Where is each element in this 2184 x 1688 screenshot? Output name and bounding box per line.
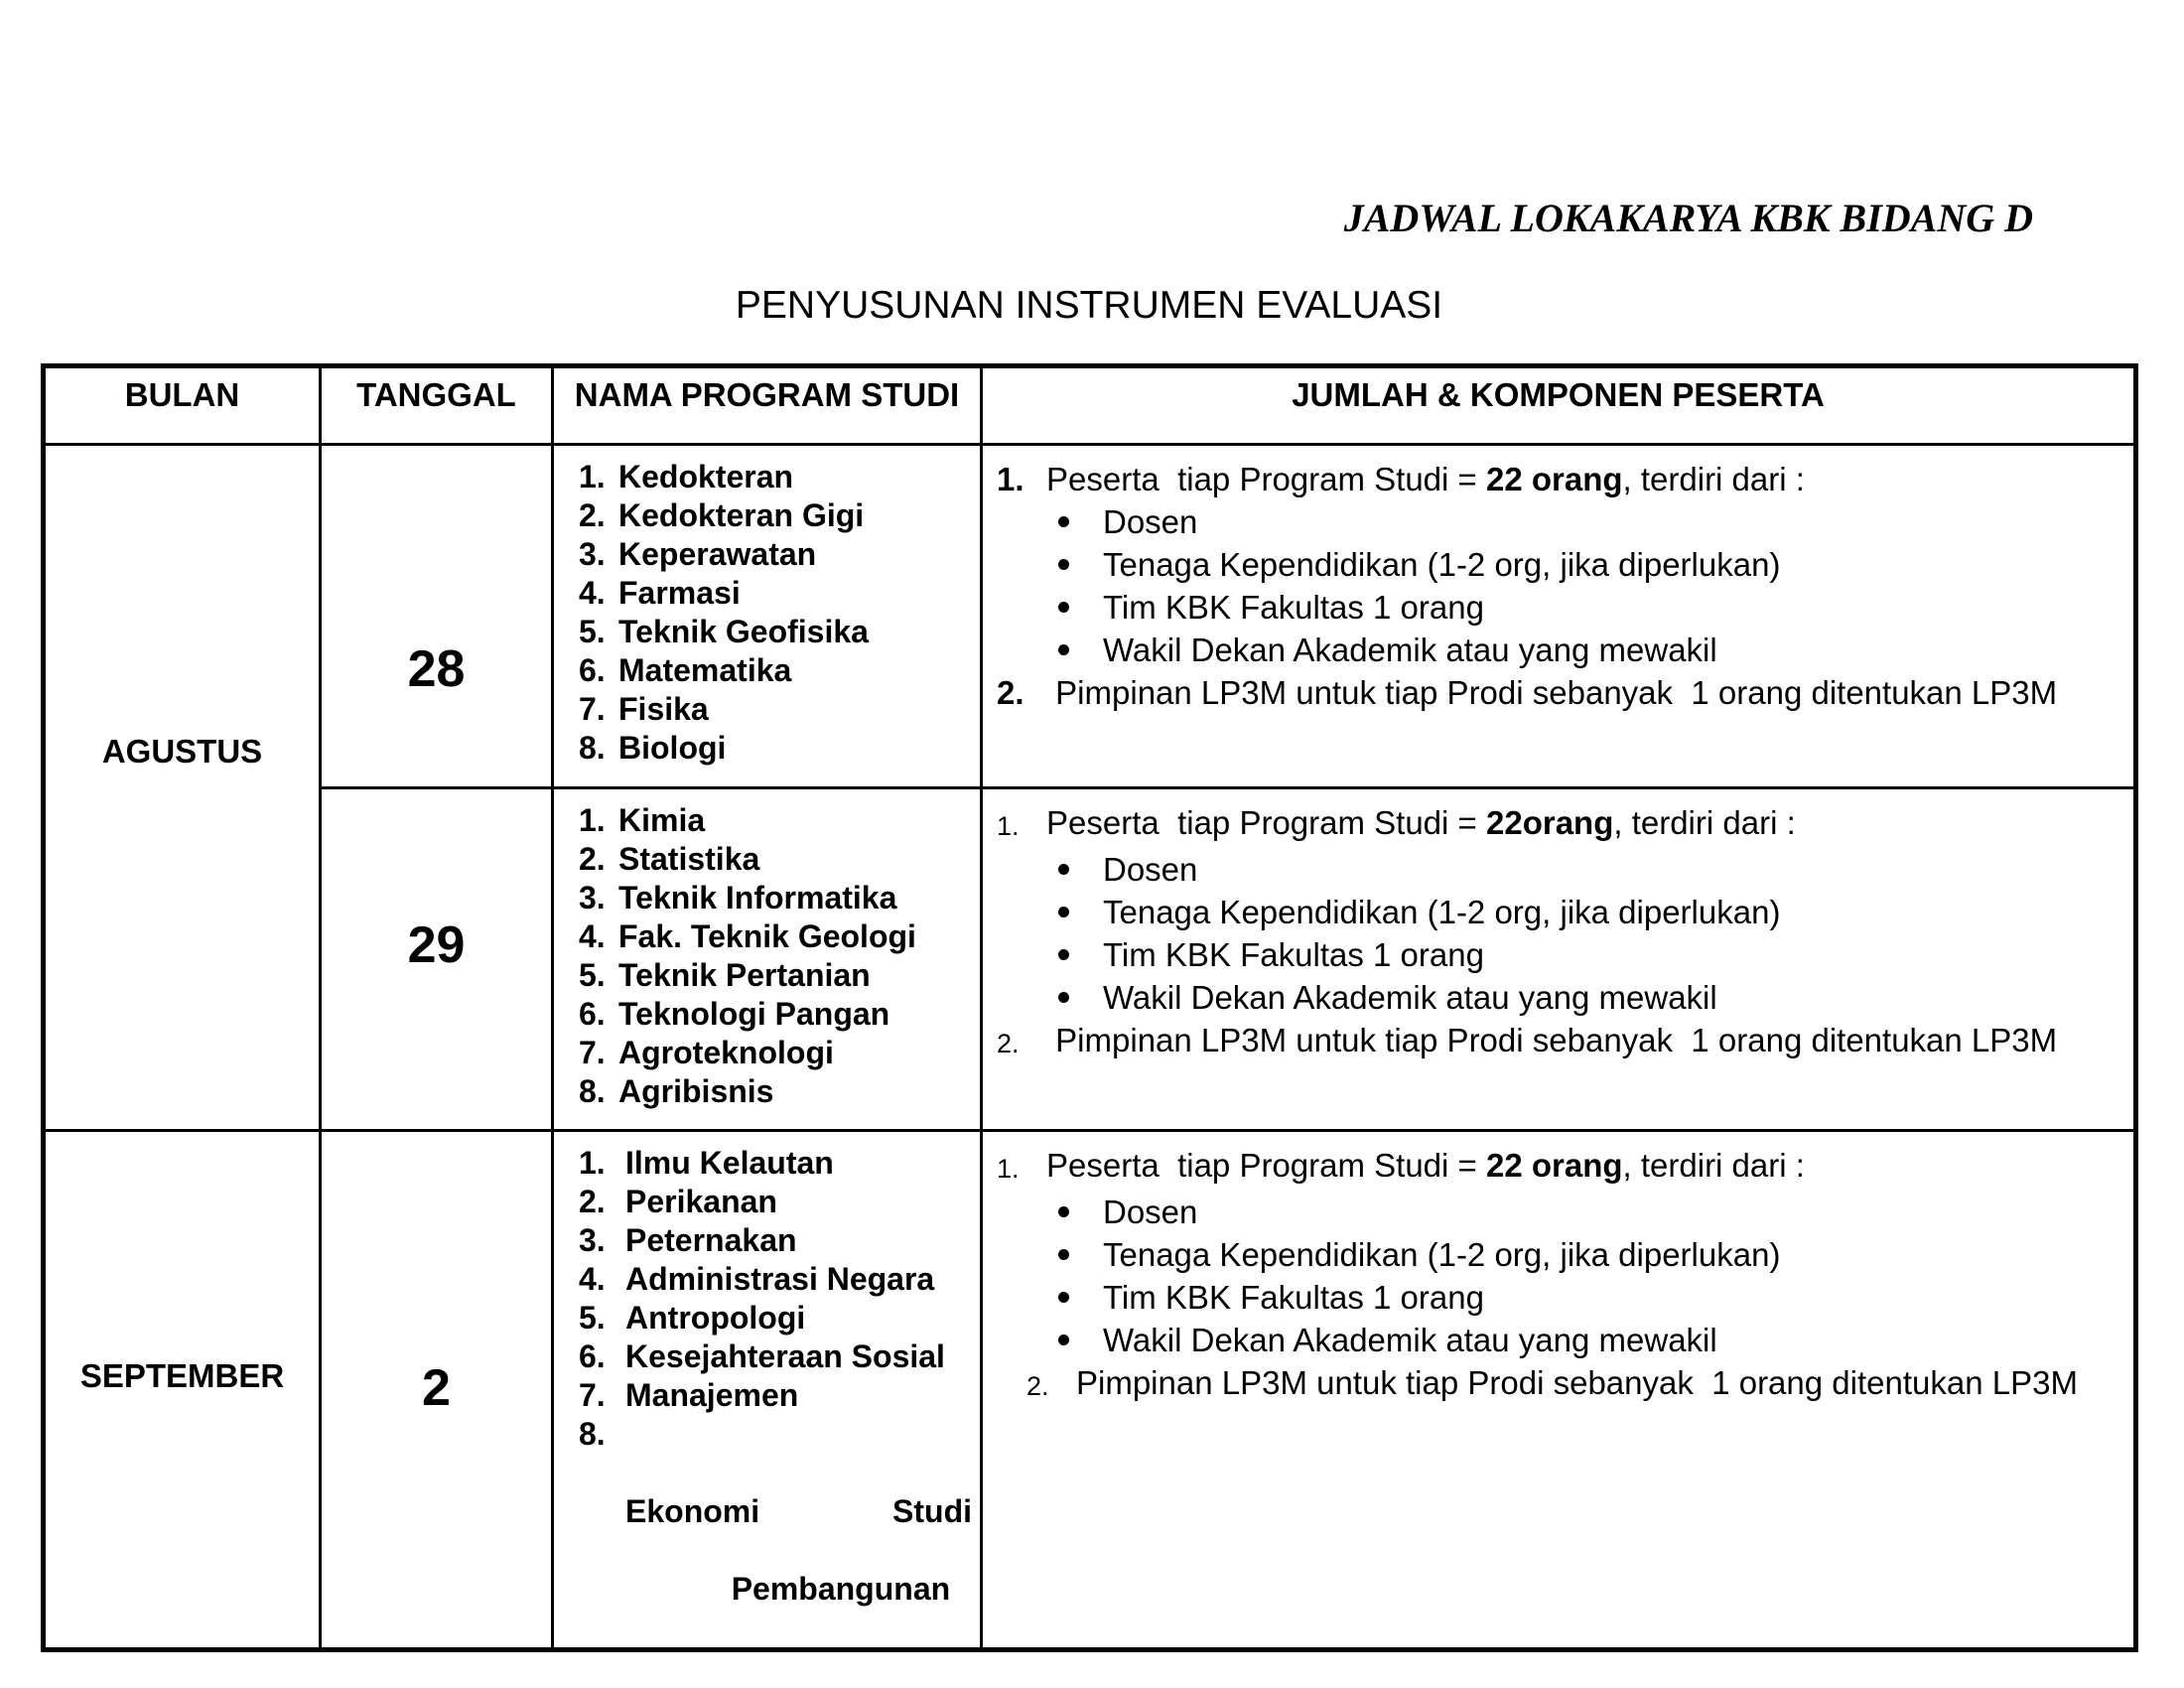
program-item [579,1221,972,1260]
table-row [44,788,2136,1131]
bullet-item [997,629,2114,671]
participant-item [997,1144,2114,1191]
bullet-icon [1058,1335,1069,1345]
program-item-number: 7. [579,1377,606,1413]
participant-item-text: Peserta tiap Program Studi = 22 orang, terdiri dari : [1046,461,1805,497]
program-item-number: 7. [579,691,606,727]
program-item-number: 2. [579,497,606,533]
bullet-item-text: Tenaga Kependidikan (1-2 org, jika diperlukan) [1103,546,1781,583]
participants-cell-row2 [982,788,2136,1131]
table-header-row [44,366,2136,445]
month-cell-september [44,1131,321,1650]
bullet-item-text: Wakil Dekan Akademik atau yang mewakil [1103,979,1717,1016]
bullet-item [997,1191,2114,1233]
bullet-item-text: Tenaga Kependidikan (1-2 org, jika diperlukan) [1103,1236,1781,1273]
col-header-program: NAMA PROGRAM STUDI [553,366,982,445]
schedule-table [41,363,2138,1652]
bullet-item [997,891,2114,933]
program-item-name: Kimia [618,802,706,838]
bullet-item [997,500,2114,543]
program-item-number: 6. [579,996,606,1032]
date-label: 2 [422,1358,451,1417]
participants-cell-row1 [982,445,2136,788]
participant-item-number: 1. [997,1154,1020,1184]
date-label: 29 [407,916,466,974]
bullet-icon [1058,644,1069,655]
program-item-name: Teknik Informatika [618,880,897,915]
month-label: SEPTEMBER [79,1356,285,1394]
program-item-name: Statistika [618,841,760,877]
program-item-name: Teknik Geofisika [618,614,869,649]
program-item [579,1376,972,1415]
program-item-name: Administrasi Negara [625,1261,935,1297]
program-item-name: Teknik Pertanian [618,957,871,993]
bullet-icon [1058,602,1069,613]
participant-item-text: Pimpinan LP3M untuk tiap Prodi sebanyak 1 orang ditentukan LP3M [1046,1022,2058,1058]
col-header-peserta: JUMLAH & KOMPONEN PESERTA [982,366,2136,445]
date-cell-29 [321,788,553,1131]
program-item [579,458,972,496]
program-item-number: 3. [579,536,606,572]
bullet-item [997,848,2114,891]
program-item-number: 4. [579,1261,606,1297]
program-item-number: 5. [579,614,606,649]
program-list-row1 [553,445,982,788]
program-item-name: Ekonomi Studi Pembangunan [625,1493,972,1607]
bullet-item-text: Tim KBK Fakultas 1 orang [1103,1279,1484,1316]
program-item [579,1144,972,1183]
bullet-item-text: Wakil Dekan Akademik atau yang mewakil [1103,632,1717,668]
bullet-icon [1058,949,1069,960]
participant-item [997,1019,2114,1065]
participant-item-number: 2. [997,1029,1020,1058]
program-item [579,1299,972,1337]
date-label: 28 [407,639,466,698]
bullet-item-text: Tenaga Kependidikan (1-2 org, jika diperlukan) [1103,894,1781,930]
program-item [579,613,972,651]
table-row [44,445,2136,788]
program-item-name: Teknologi Pangan [618,996,890,1032]
col-header-tanggal: TANGGAL [321,366,553,445]
program-item-name: Kedokteran Gigi [618,497,865,533]
program-item [579,879,972,917]
program-item-name: Peternakan [625,1222,797,1258]
bullet-icon [1058,1292,1069,1303]
program-item-number: 4. [579,918,606,954]
bullet-item-text: Dosen [1103,851,1198,888]
program-item-name: Biologi [618,730,727,766]
program-list-row2 [553,788,982,1131]
participant-count: 22orang [1485,804,1614,841]
program-item [579,1337,972,1376]
month-label: AGUSTUS [101,733,263,770]
participant-item-number: 1. [997,811,1020,841]
participant-item-number: 2. [1026,1371,1049,1401]
program-item-name: Fisika [618,691,709,727]
program-item [579,995,972,1034]
participant-item-text: Peserta tiap Program Studi = 22orang, terdiri dari : [1046,804,1796,841]
program-item-number: 3. [579,880,606,915]
program-item [579,801,972,840]
program-item [579,1183,972,1221]
bullet-icon [1058,1249,1069,1260]
bullet-item-text: Tim KBK Fakultas 1 orang [1103,936,1484,973]
program-item [579,840,972,879]
date-cell-28 [321,445,553,788]
program-item-name: Keperawatan [618,536,817,572]
program-item-number: 1. [579,802,606,838]
program-item [579,535,972,574]
participant-count: 22 orang [1485,1147,1623,1184]
bullet-icon [1058,864,1069,875]
participant-item-text: Peserta tiap Program Studi = 22 orang, terdiri dari : [1046,1147,1805,1184]
participant-item-text: Pimpinan LP3M untuk tiap Prodi sebanyak 1 orang ditentukan LP3M [1046,674,2058,711]
page-title: JADWAL LOKAKARYA KBK BIDANG D [1343,196,2033,240]
program-item-name: Farmasi [618,575,741,611]
bullet-item-text: Dosen [1103,503,1198,540]
page-subtitle: PENYUSUNAN INSTRUMEN EVALUASI [735,284,1443,327]
bullet-item-text: Wakil Dekan Akademik atau yang mewakil [1103,1322,1717,1358]
program-item-number: 5. [579,1300,606,1336]
participant-count: 22 orang [1485,461,1623,497]
participant-item [997,671,2114,714]
bullet-item [997,543,2114,586]
month-cell-agustus [44,445,321,1131]
program-item-name: Perikanan [625,1184,777,1219]
program-item-number: 6. [579,1338,606,1374]
participant-item-text: Pimpinan LP3M untuk tiap Prodi sebanyak 1 orang ditentukan LP3M [1076,1364,2078,1401]
program-item [579,574,972,613]
program-item-name: Agribisnis [618,1073,774,1109]
program-item [579,690,972,729]
date-cell-2 [321,1131,553,1650]
program-item-number: 6. [579,652,606,688]
program-item-name: Ilmu Kelautan [625,1145,834,1181]
bullet-icon [1058,1206,1069,1217]
bullet-item [997,933,2114,976]
program-item [579,956,972,995]
program-item-number: 2. [579,1184,606,1219]
bullet-icon [1058,992,1069,1003]
program-item-number: 5. [579,957,606,993]
program-item-name: Matematika [618,652,792,688]
program-item-number: 7. [579,1035,606,1070]
program-item-number: 3. [579,1222,606,1258]
program-item-number: 2. [579,841,606,877]
bullet-icon [1058,516,1069,527]
bullet-item [997,1276,2114,1319]
program-item [579,917,972,956]
bullet-item [997,976,2114,1019]
bullet-icon [1058,907,1069,917]
program-item-number: 1. [579,459,606,494]
participant-item [997,801,2114,848]
participant-item [997,1361,2114,1408]
program-item-name: Kesejahteraan Sosial [625,1338,945,1374]
program-item-number: 1. [579,1145,606,1181]
program-item [579,651,972,690]
participant-item-number: 2. [997,674,1024,711]
program-list-row3 [553,1131,982,1650]
program-item [579,1260,972,1299]
program-item-name: Fak. Teknik Geologi [618,918,916,954]
bullet-item [997,586,2114,629]
program-item [579,1034,972,1072]
participant-item [997,458,2114,500]
program-item-number: 8. [579,1073,606,1109]
participants-cell-row3 [982,1131,2136,1650]
bullet-item-text: Dosen [1103,1194,1198,1230]
participant-item-number: 1. [997,461,1024,497]
bullet-icon [1058,559,1069,570]
program-item-number: 8. [579,730,606,766]
table-row [44,1131,2136,1650]
bullet-item-text: Tim KBK Fakultas 1 orang [1103,589,1484,626]
program-item-name: Kedokteran [618,459,794,494]
bullet-item [997,1233,2114,1276]
bullet-item [997,1319,2114,1361]
program-item-number: 4. [579,575,606,611]
program-item [579,1072,972,1111]
program-item-name: Manajemen [625,1377,799,1413]
program-item [579,496,972,535]
program-item [579,729,972,768]
col-header-bulan: BULAN [44,366,321,445]
program-item-name: Antropologi [625,1300,806,1336]
program-item [579,1415,972,1647]
program-item-number: 8. [579,1416,606,1452]
program-item-name: Agroteknologi [618,1035,834,1070]
